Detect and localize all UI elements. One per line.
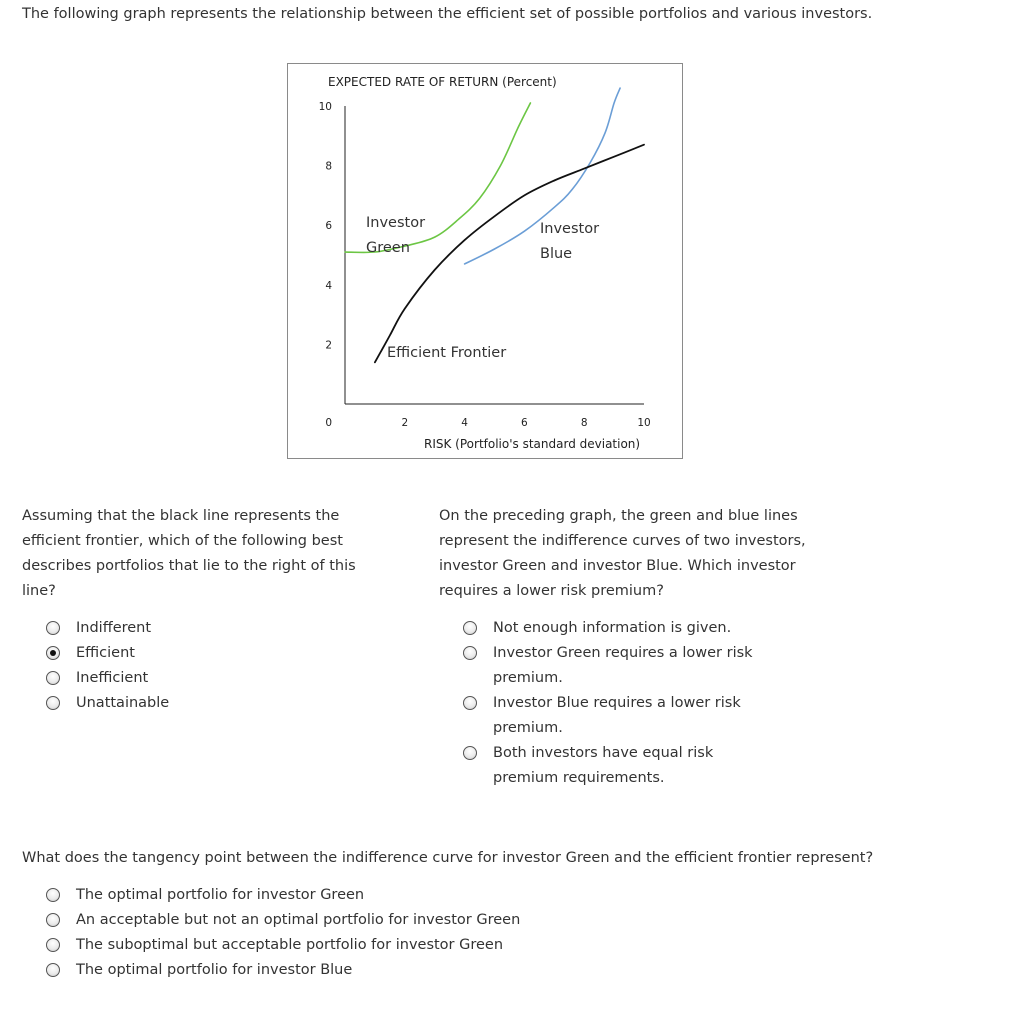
q3-option-label[interactable]: The optimal portfolio for investor Green xyxy=(76,887,365,903)
q1-radio-2[interactable] xyxy=(46,646,60,660)
q2-radio-2[interactable] xyxy=(463,646,477,660)
y-tick-label: 0 xyxy=(325,417,332,429)
chart-svg xyxy=(288,64,684,460)
q1-option-label[interactable]: Indifferent xyxy=(76,620,152,636)
q2-radio-3[interactable] xyxy=(463,696,477,710)
q3-options xyxy=(46,883,746,983)
q1-option-1[interactable] xyxy=(46,616,386,641)
q1-option-label[interactable]: Inefficient xyxy=(76,670,149,686)
q3-text: What does the tangency point between the indifference curve for investor Green and the efficient frontier represent? xyxy=(22,850,874,866)
q1-radio-1[interactable] xyxy=(46,621,60,635)
q3-option-label[interactable]: An acceptable but not an optimal portfolio for investor Green xyxy=(76,912,521,928)
x-tick-label: 2 xyxy=(401,417,409,429)
green-label-line1: Investor xyxy=(366,215,426,231)
q3-radio-2[interactable] xyxy=(46,913,60,927)
q1-options xyxy=(46,616,386,716)
x-tick-label: 6 xyxy=(521,417,528,429)
q3-option-1[interactable] xyxy=(46,883,746,908)
q2-option-4[interactable] xyxy=(463,741,783,791)
y-tick-label: 10 xyxy=(318,101,332,113)
q2-options xyxy=(463,616,783,791)
q3-radio-1[interactable] xyxy=(46,888,60,902)
q3-option-4[interactable] xyxy=(46,958,746,983)
q1-radio-4[interactable] xyxy=(46,696,60,710)
blue-label-line1: Investor xyxy=(540,221,600,237)
x-tick-label: 10 xyxy=(637,417,651,429)
investor-blue-curve xyxy=(465,88,620,264)
y-tick-label: 8 xyxy=(325,160,332,173)
x-tick-label: 8 xyxy=(580,417,588,429)
y-tick-label: 2 xyxy=(325,339,332,352)
x-tick-label: 4 xyxy=(461,417,468,429)
q2-option-label[interactable]: Investor Green requires a lower risk premium. xyxy=(493,645,753,686)
q1-text: Assuming that the black line represents the efficient frontier, which of the following best describes portfolios that lie to the right of this line? xyxy=(22,508,356,599)
q2-option-3[interactable] xyxy=(463,691,783,741)
green-label-line2: Green xyxy=(366,240,410,256)
q2-option-label[interactable]: Investor Blue requires a lower risk premium. xyxy=(493,695,741,736)
q1-radio-3[interactable] xyxy=(46,671,60,685)
y-tick-label: 4 xyxy=(325,279,332,292)
q3-radio-3[interactable] xyxy=(46,938,60,952)
q1-option-4[interactable] xyxy=(46,691,386,716)
q2-option-label[interactable]: Not enough information is given. xyxy=(493,620,732,636)
q2-option-2[interactable] xyxy=(463,641,783,691)
q2-radio-4[interactable] xyxy=(463,746,477,760)
chart xyxy=(287,63,683,459)
q3-option-label[interactable]: The optimal portfolio for investor Blue xyxy=(76,962,353,978)
q1-option-3[interactable] xyxy=(46,666,386,691)
blue-label-line2: Blue xyxy=(540,246,573,262)
y-axis-title: EXPECTED RATE OF RETURN (Percent) xyxy=(328,75,557,89)
intro-text: The following graph represents the relationship between the efficient set of possible portfolios and various investors. xyxy=(22,6,873,22)
y-tick-label: 6 xyxy=(325,220,332,233)
q3-radio-4[interactable] xyxy=(46,963,60,977)
q2-text: On the preceding graph, the green and blue lines represent the indifference curves of two investors, investor Green and investor Blue. Which investor requires a lower risk premium? xyxy=(439,508,806,599)
efficient-frontier-line xyxy=(375,145,644,363)
q1-option-label[interactable]: Unattainable xyxy=(76,695,170,711)
q2-radio-1[interactable] xyxy=(463,621,477,635)
q2-option-label[interactable]: Both investors have equal risk premium requirements. xyxy=(493,745,714,786)
q3-option-3[interactable] xyxy=(46,933,746,958)
q1-option-2[interactable] xyxy=(46,641,386,666)
frontier-label: Efficient Frontier xyxy=(387,345,507,361)
q3-option-2[interactable] xyxy=(46,908,746,933)
q2-option-1[interactable] xyxy=(463,616,783,641)
q3-option-label[interactable]: The suboptimal but acceptable portfolio for investor Green xyxy=(76,937,504,953)
q1-option-label[interactable]: Efficient xyxy=(76,645,135,661)
x-axis-title: RISK (Portfolio's standard deviation) xyxy=(424,437,641,451)
